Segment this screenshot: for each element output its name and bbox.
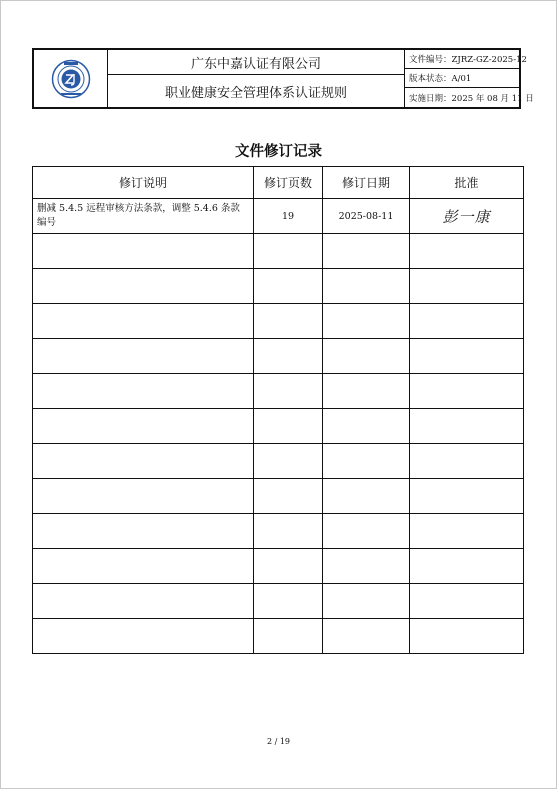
cell-date xyxy=(323,234,410,269)
cell-pages xyxy=(254,304,323,339)
cell-pages xyxy=(254,409,323,444)
document-title: 职业健康安全管理体系认证规则 xyxy=(108,75,405,107)
cell-approval xyxy=(410,199,524,234)
cell-description xyxy=(33,409,254,444)
cell-approval xyxy=(410,619,524,654)
cell-pages xyxy=(254,549,323,584)
section-title: 文件修订记录 xyxy=(235,144,322,160)
cell-description xyxy=(33,479,254,514)
table-row xyxy=(33,199,524,234)
cell-date xyxy=(323,409,410,444)
handwritten-signature: 彭一康 xyxy=(442,207,491,226)
cell-date xyxy=(323,269,410,304)
company-logo xyxy=(34,50,108,107)
col-header-pages: 修订页数 xyxy=(254,167,323,199)
cell-approval xyxy=(410,234,524,269)
table-row xyxy=(33,479,524,514)
cell-pages: 19 xyxy=(254,199,323,234)
cell-date: 2025-08-11 xyxy=(323,199,410,234)
cell-date xyxy=(323,479,410,514)
cell-pages xyxy=(254,339,323,374)
cell-date xyxy=(323,514,410,549)
cell-approval xyxy=(410,444,524,479)
doc-number: 文件编号：ZJRZ-GZ-2025-12 xyxy=(405,50,519,69)
cell-description xyxy=(33,584,254,619)
cell-pages xyxy=(254,444,323,479)
cell-approval xyxy=(410,304,524,339)
col-header-description: 修订说明 xyxy=(33,167,254,199)
table-row xyxy=(33,409,524,444)
cell-date xyxy=(323,374,410,409)
cell-pages xyxy=(254,584,323,619)
cell-date xyxy=(323,339,410,374)
table-row xyxy=(33,514,524,549)
table-row xyxy=(33,549,524,584)
table-row xyxy=(33,304,524,339)
cell-description xyxy=(33,374,254,409)
cell-description xyxy=(33,514,254,549)
table-row xyxy=(33,339,524,374)
col-header-approval: 批准 xyxy=(410,167,524,199)
cell-description xyxy=(33,269,254,304)
table-row xyxy=(33,374,524,409)
cell-approval xyxy=(410,479,524,514)
cell-approval xyxy=(410,409,524,444)
cell-approval xyxy=(410,584,524,619)
page-number: 2 / 19 xyxy=(266,737,291,746)
cell-date xyxy=(323,619,410,654)
effective-date: 实施日期：2025 年 08 月 11 日 xyxy=(409,93,534,104)
table-row xyxy=(33,584,524,619)
document-header xyxy=(32,48,534,109)
revision-table xyxy=(32,166,524,654)
cell-description xyxy=(33,234,254,269)
cell-date xyxy=(323,584,410,619)
table-row xyxy=(33,269,524,304)
cell-approval xyxy=(410,549,524,584)
cell-description xyxy=(33,619,254,654)
cell-description xyxy=(33,444,254,479)
version-status: 版本状态：A/01 xyxy=(405,69,519,88)
cell-approval xyxy=(410,374,524,409)
col-header-date: 修订日期 xyxy=(323,167,410,199)
cell-approval xyxy=(410,269,524,304)
cell-description xyxy=(33,549,254,584)
cell-pages xyxy=(254,269,323,304)
table-row xyxy=(33,234,524,269)
cell-pages xyxy=(254,619,323,654)
cell-description xyxy=(33,304,254,339)
table-header-row xyxy=(33,167,524,199)
table-row xyxy=(33,444,524,479)
cell-pages xyxy=(254,374,323,409)
certification-logo-icon xyxy=(51,59,91,99)
cell-date xyxy=(323,549,410,584)
cell-date xyxy=(323,444,410,479)
cell-pages xyxy=(254,514,323,549)
cell-description: 删减 5.4.5 远程审核方法条款，调整 5.4.6 条款编号 xyxy=(33,199,254,234)
cell-description xyxy=(33,339,254,374)
cell-approval xyxy=(410,514,524,549)
cell-approval xyxy=(410,339,524,374)
table-row xyxy=(33,619,524,654)
company-name: 广东中嘉认证有限公司 xyxy=(108,50,405,75)
cell-pages xyxy=(254,479,323,514)
cell-pages xyxy=(254,234,323,269)
cell-date xyxy=(323,304,410,339)
